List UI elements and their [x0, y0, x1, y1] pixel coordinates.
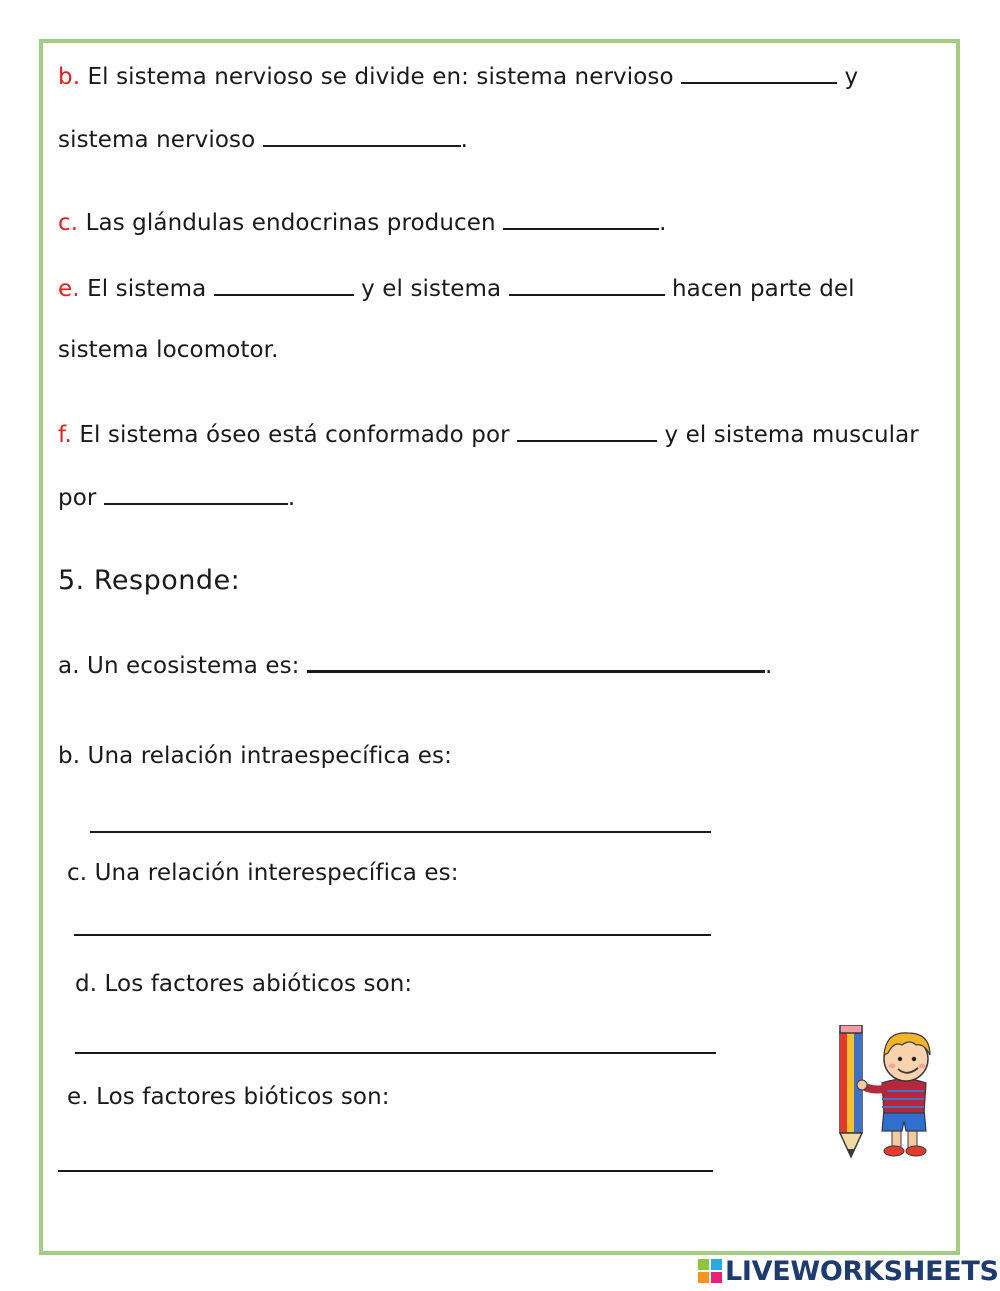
item-b-blank-2[interactable]: [263, 123, 461, 147]
item-c-text-2: .: [659, 210, 667, 236]
item-e-line-2: sistema locomotor.: [58, 337, 279, 363]
question-b-label: b. Una relación intraespecífica es:: [58, 743, 452, 769]
question-c-answer-line[interactable]: [74, 934, 711, 936]
item-e-text-3: hacen parte del: [664, 276, 855, 302]
item-b-text-3: sistema nervioso: [58, 127, 263, 153]
item-e-letter: e.: [58, 276, 80, 302]
question-a-line: [58, 648, 772, 681]
question-d-answer-line[interactable]: [75, 1052, 716, 1054]
item-c-blank[interactable]: [503, 206, 659, 230]
question-b-answer-line[interactable]: [90, 831, 711, 833]
item-f-line-2: [58, 481, 295, 513]
item-b-line-2: [58, 123, 468, 155]
item-e-blank-2[interactable]: [509, 272, 665, 296]
item-f-text-4: .: [287, 485, 296, 511]
item-c-text-1: Las glándulas endocrinas producen: [78, 210, 504, 236]
item-c-line: [58, 206, 667, 238]
item-f-blank-2[interactable]: [104, 481, 288, 505]
item-e-text-2: y el sistema: [353, 276, 509, 302]
question-a-label: a. Un ecosistema es:: [58, 653, 307, 679]
item-f-letter: f.: [58, 422, 72, 448]
item-e-text-1: El sistema: [79, 276, 214, 302]
item-f-blank-1[interactable]: [517, 418, 657, 442]
section-5-heading: 5. Responde:: [58, 565, 241, 596]
question-c-label: c. Una relación interespecífica es:: [67, 860, 459, 886]
item-c-letter: c.: [58, 210, 79, 236]
item-f-text-3: por: [58, 485, 104, 511]
item-f-text-1: El sistema óseo está conformado por: [71, 422, 518, 448]
item-b-text-2: y: [837, 64, 859, 90]
item-b-text-1: El sistema nervioso se divide en: sistema nervioso: [80, 64, 682, 90]
kid-with-pencil-illustration: [832, 1025, 954, 1165]
question-e-answer-line[interactable]: [58, 1170, 713, 1172]
item-b-blank-1[interactable]: [681, 60, 837, 84]
question-d-label: d. Los factores abióticos son:: [75, 971, 413, 997]
question-a-blank[interactable]: [307, 648, 765, 673]
question-a-end: .: [764, 653, 773, 679]
item-b-letter: b.: [58, 64, 81, 90]
logo-blocks-icon: [698, 1259, 722, 1283]
question-e-label: e. Los factores bióticos son:: [67, 1084, 390, 1110]
item-f-line-1: [58, 418, 919, 450]
item-e-blank-1[interactable]: [214, 272, 354, 296]
liveworksheets-logo: [698, 1256, 999, 1286]
item-b-line-1: [58, 60, 858, 92]
item-b-text-4: .: [460, 127, 469, 153]
item-e-line-1: [58, 272, 855, 304]
logo-text: LIVEWORKSHEETS: [725, 1255, 999, 1287]
pencil-icon: [840, 1025, 862, 1157]
item-f-text-2: y el sistema muscular: [657, 422, 919, 448]
